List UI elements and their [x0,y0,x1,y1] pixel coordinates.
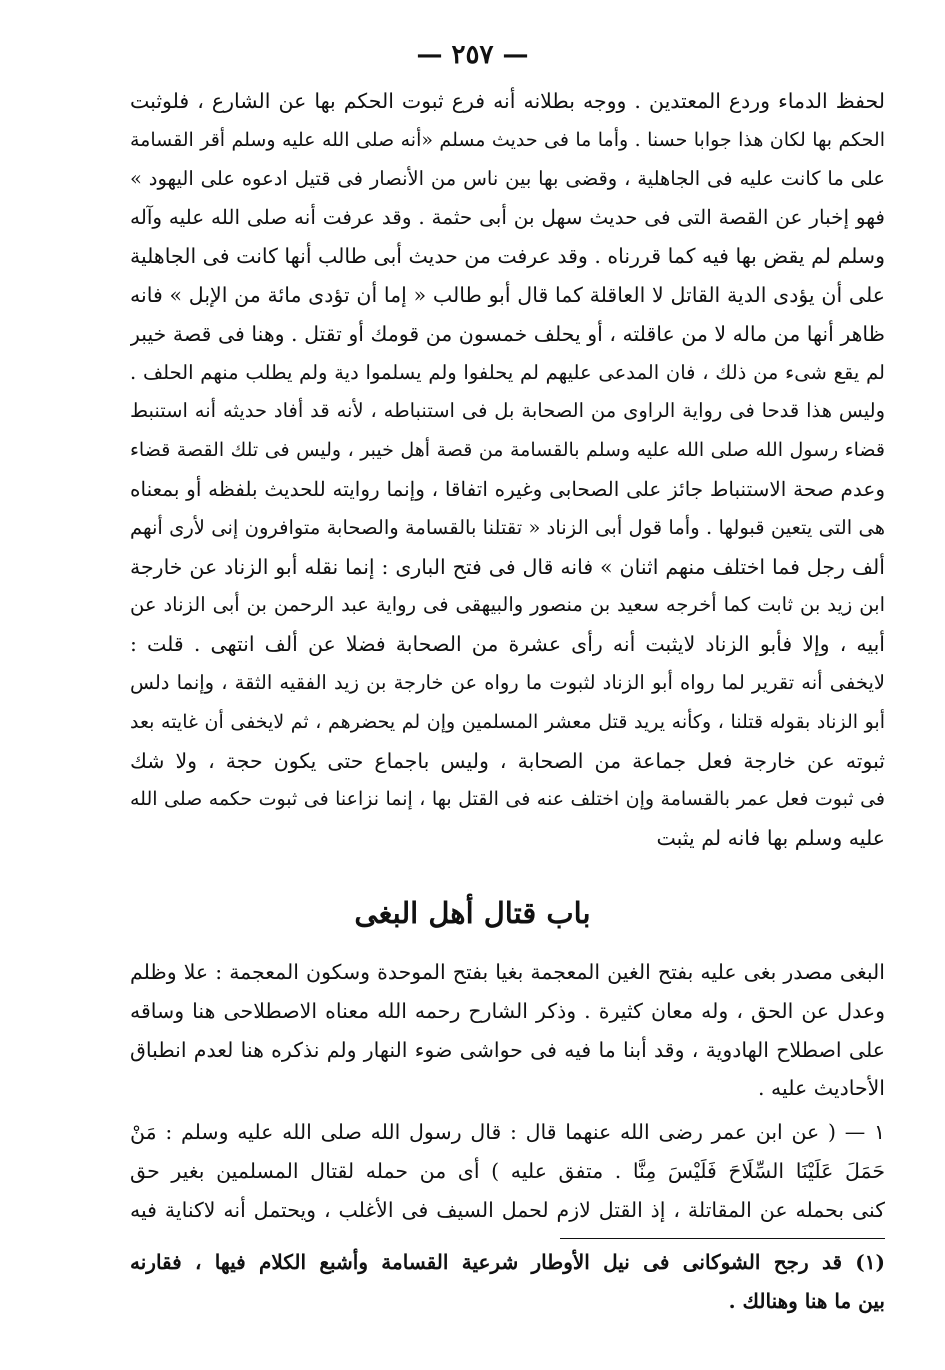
text-line: كنى بحمله عن المقاتلة ، إذ القتل لازم لحمل السيف فى الأغلب ، ويحتمل أنه لاكناية فيه [130,1197,885,1222]
text-line: حَمَلَ عَلَيْنَا السِّلَاحَ فَلَيْسَ مِنَّا . متفق عليه ) أى من حمله لقتال المسلمين بغير حق [130,1158,885,1183]
text-line: ظاهر أنها من ماله لا من عاقلته ، أو يحلف خمسون من قومك أو تقتل . وهنا فى قصة خيبر [130,321,885,346]
footnote [130,1243,885,1321]
hadith-paragraph [130,1113,885,1229]
footnote-line: بين ما هنا وهنالك . [728,1288,885,1313]
chapter-title: باب قتال أهل البغى [354,896,591,930]
text-line: ١ — ( عن ابن عمر رضى الله عنهما قال : قال رسول الله صلى الله عليه وسلم : مَنْ [130,1120,885,1144]
text-line: على ما كانت عليه فى الجاهلية ، وقضى بها بين ناس من الأنصار فى قتيل ادعوه على اليهود » [130,166,885,190]
text-line: على أن يؤدى الدية القاتل لا العاقلة كما قال أبو طالب « إما أن تؤدى مائة من الإبل » فانه [130,282,885,307]
main-paragraph [130,82,885,858]
text-line: الأحاديث عليه . [757,1076,885,1101]
text-line: فى ثبوت فعل عمر بالقسامة وإن اختلف عنه فى القتل بها ، إنما نزاعنا فى ثبوت حكمه صلى الله [130,788,885,811]
text-line: عليه وسلم بها فانه لم يثبت [656,826,885,851]
text-line: وسلم لم يقض بها فيه كما قررناه . وقد عرفت من حديث أبى طالب أنها كانت فى الجاهلية [130,244,885,269]
text-line: وعدم صحة الاستنباط جائز على الصحابى وغيره اتفاقا ، وإنما روايته للحديث بلفظه أو بمعناه [130,476,885,501]
text-line: وعدل عن الحق ، وله معان كثيرة . وذكر الشارح رحمه الله معناه الاصطلاحى هنا وساقه [130,998,885,1023]
page-number: — ٢٥٧ — [416,40,529,70]
text-line: أبيه ، وإلا فأبو الزناد لايثبت أنه رأى عشرة من الصحابة فضلا عن ألف انتهى . قلت : [130,632,885,657]
text-line: هى التى يتعين قبولها . وأما قول أبى الزناد « تقتلنا بالقسامة والصحابة متوافرون إنى لأرى أنهم [130,515,885,539]
text-line: البغى مصدر بغى عليه بفتح الغين المعجمة بغيا بفتح الموحدة وسكون المعجمة : علا وظلم [130,960,885,984]
text-line: على اصطلاح الهادوية ، وقد أبنا ما فيه فى حواشى ضوء النهار ولم نذكره هنا لعدم انطباق [130,1037,885,1062]
footnote-divider [560,1238,885,1239]
text-line: لحفظ الدماء وردع المعتدين . ووجه بطلانه أنه فرع ثبوت الحكم بها عن الشارع ، فلوثبت [130,89,885,113]
text-line: فهو إخبار عن القصة التى فى حديث سهل بن أبى حثمة . وقد عرفت أنه صلى الله عليه وآله [130,205,885,230]
text-line: أبو الزناد بقوله قتلنا ، وكأنه يريد قتل معشر المسلمين وإن لم يحضرهم ، ثم لايخفى أن غايته بعد [130,710,885,733]
text-line: قضاء رسول الله صلى الله عليه وسلم بالقسامة من قصة أهل خيبر ، وليس فى تلك القصة قضاء [130,439,885,462]
footnote-line: (١) قد رجح الشوكانى فى نيل الأوطار شرعية القسامة وأشبع الكلام فيها ، فقارنه [130,1250,885,1274]
intro-paragraph [130,953,885,1108]
text-line: الحكم بها لكان هذا جوابا حسنا . وأما ما فى حديث مسلم «أنه صلى الله عليه وسلم أقر القسامة [130,128,885,151]
text-line: ثبوته عن خارجة فعل جماعة من الصحابة ، وليس باجماع حتى يكون حجة ، ولا شك [130,748,885,773]
text-line: لايخفى أنه تقرير لما رواه أبو الزناد لثبوت ما رواه عن خارجة بن زيد الفقيه الثقة ، وإنما دلس [130,670,885,694]
text-line: وليس هذا قدحا فى رواية الراوى من الصحابة بل فى استنباطه ، لأنه قد أفاد حديثه أنه استنبط [130,399,885,423]
text-line: ابن زيد بن ثابت كما أخرجه سعيد بن منصور والبيهقى فى رواية عبد الرحمن بن أبى الزناد عن [130,593,885,617]
text-line: لم يقع شىء من ذلك ، فان المدعى عليهم لم يحلفوا ولم يسلموا دية ولم يطلب منهم الحلف . [130,360,885,384]
text-line: ألف رجل فما اختلف منهم اثنان » فانه قال فى فتح البارى : إنما نقله أبو الزناد عن خارجة [130,554,885,579]
